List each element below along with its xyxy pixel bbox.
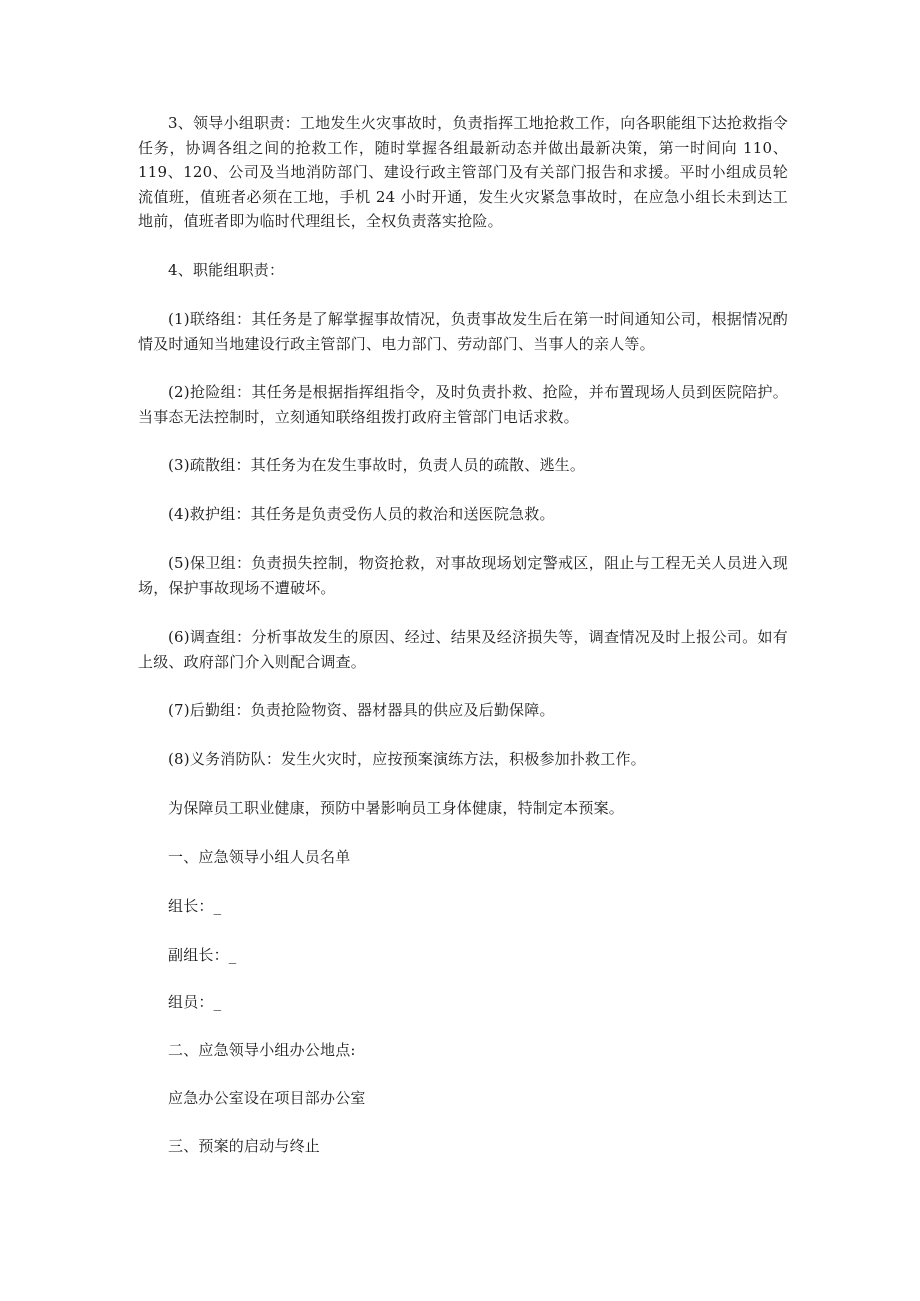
paragraph-rescue-group: (2)抢险组：其任务是根据指挥组指令，及时负责扑救、抢险，并布置现场人员到医院陪护。当事态无法控制时，立刻通知联络组拨打政府主管部门电话求救。 [138, 383, 788, 426]
paragraph-logistics-group: (7)后勤组：负责抢险物资、器材器具的供应及后勤保障。 [168, 701, 555, 719]
section-heading-plan-start-stop: 三、预案的启动与终止 [168, 1137, 321, 1155]
office-location-line: 应急办公室设在项目部办公室 [168, 1089, 366, 1107]
paragraph-volunteer-fire-team: (8)义务消防队：发生火灾时，应按预案演练方法，积极参加扑救工作。 [168, 750, 646, 768]
paragraph-medical-group: (4)救护组：其任务是负责受伤人员的救治和送医院急救。 [168, 505, 555, 523]
deputy-leader-line: 副组长：_ [168, 946, 237, 964]
paragraph-function-duties-heading: 4、职能组职责： [168, 261, 285, 279]
paragraph-investigation-group: (6)调查组：分析事故发生的原因、经过、结果及经济损失等，调查情况及时上报公司。如有上级、政府部门介入则配合调查。 [138, 628, 788, 671]
paragraph-security-group: (5)保卫组：负责损失控制，物资抢救，对事故现场划定警戒区，阻止与工程无关人员进入现场，保护事故现场不遭破坏。 [138, 554, 788, 597]
paragraph-leader-duties: 3、领导小组职责：工地发生火灾事故时，负责指挥工地抢救工作，向各职能组下达抢救指令任务，协调各组之间的抢救工作，随时掌握各组最新动态并做出最新决策，第一时间向 110、119、120、公司及当地消防部门、建设行政主管部门及有关部门报告和求援。平时小组成员轮流值班，值班者必须在工地，手机 24 小时开通，发生火灾紧急事故时，在应急小组长未到达工地前，值班者即为临时代理组长，全权负责落实抢险。 [138, 114, 788, 230]
team-members-line: 组员：_ [168, 993, 222, 1011]
paragraph-heatstroke-intro: 为保障员工职业健康，预防中暑影响员工身体健康，特制定本预案。 [168, 799, 625, 817]
paragraph-liaison-group: (1)联络组：其任务是了解掌握事故情况，负责事故发生后在第一时间通知公司，根据情况酌情及时通知当地建设行政主管部门、电力部门、劳动部门、当事人的亲人等。 [138, 310, 788, 353]
paragraph-evacuation-group: (3)疏散组：其任务为在发生事故时，负责人员的疏散、逃生。 [168, 456, 586, 474]
section-heading-team-list: 一、应急领导小组人员名单 [168, 848, 351, 866]
section-heading-office-location: 二、应急领导小组办公地点: [168, 1041, 356, 1059]
team-leader-line: 组长：_ [168, 897, 222, 915]
